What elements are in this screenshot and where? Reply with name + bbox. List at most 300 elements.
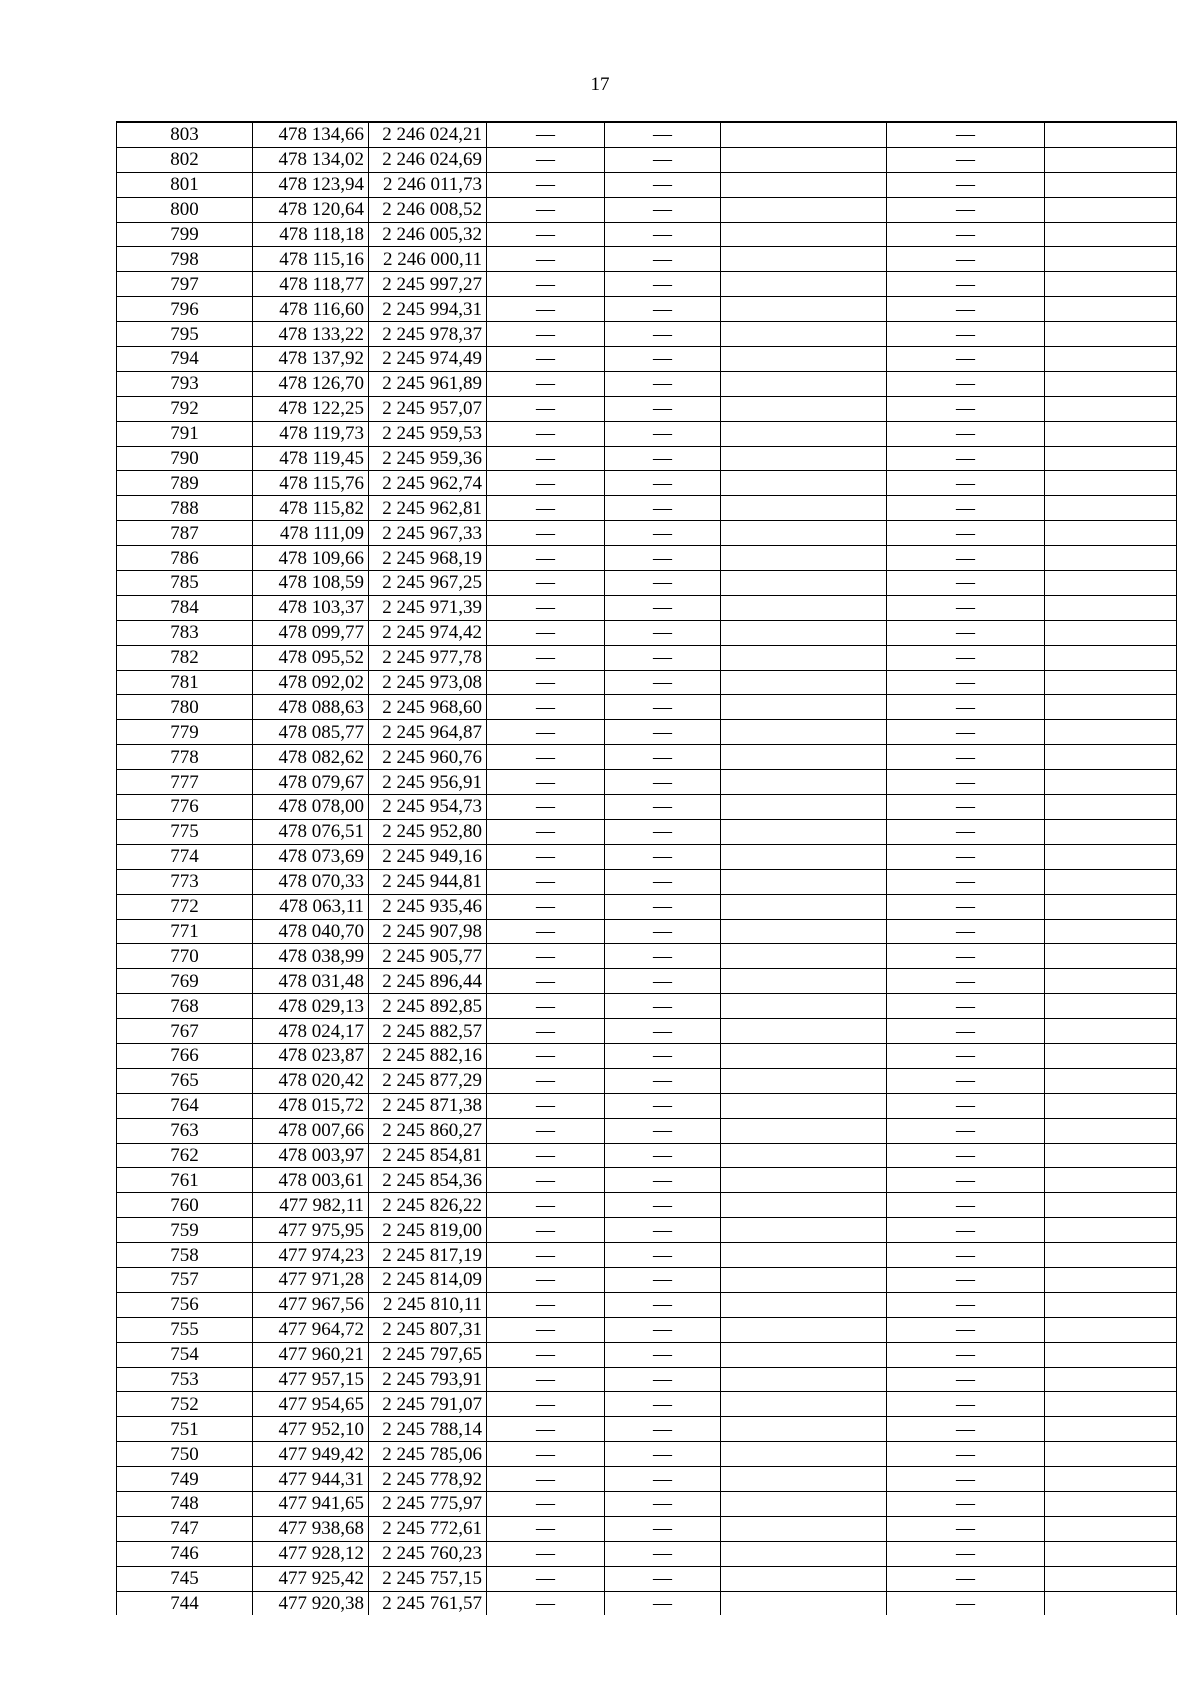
empty-cell (721, 795, 887, 820)
point-number-cell: 768 (117, 994, 253, 1019)
dash-cell: — (605, 1193, 721, 1218)
x-coordinate-cell: 478 088,63 (253, 695, 369, 720)
x-coordinate-cell: 478 103,37 (253, 595, 369, 620)
table-row (117, 1093, 1177, 1118)
dash-cell: — (887, 172, 1045, 197)
table-row (117, 1267, 1177, 1292)
dash-cell: — (887, 1143, 1045, 1168)
x-coordinate-cell: 478 118,18 (253, 222, 369, 247)
empty-cell (1045, 745, 1177, 770)
x-coordinate-cell: 478 118,77 (253, 272, 369, 297)
dash-cell: — (605, 371, 721, 396)
empty-cell (721, 1243, 887, 1268)
empty-cell (1045, 1118, 1177, 1143)
table-row (117, 1143, 1177, 1168)
empty-cell (1045, 1143, 1177, 1168)
empty-cell (1045, 1367, 1177, 1392)
table-row (117, 371, 1177, 396)
point-number-cell: 794 (117, 347, 253, 372)
point-number-cell: 773 (117, 869, 253, 894)
point-number-cell: 787 (117, 521, 253, 546)
dash-cell: — (605, 1516, 721, 1541)
empty-cell (721, 546, 887, 571)
dash-cell: — (887, 247, 1045, 272)
table-row (117, 844, 1177, 869)
point-number-cell: 778 (117, 745, 253, 770)
dash-cell: — (887, 297, 1045, 322)
table-row (117, 670, 1177, 695)
dash-cell: — (487, 770, 605, 795)
point-number-cell: 756 (117, 1292, 253, 1317)
x-coordinate-cell: 477 967,56 (253, 1292, 369, 1317)
point-number-cell: 772 (117, 894, 253, 919)
point-number-cell: 777 (117, 770, 253, 795)
x-coordinate-cell: 478 007,66 (253, 1118, 369, 1143)
dash-cell: — (605, 770, 721, 795)
point-number-cell: 757 (117, 1267, 253, 1292)
dash-cell: — (605, 944, 721, 969)
dash-cell: — (605, 670, 721, 695)
dash-cell: — (487, 1342, 605, 1367)
y-coordinate-cell: 2 245 954,73 (369, 795, 487, 820)
empty-cell (1045, 1168, 1177, 1193)
empty-cell (1045, 1043, 1177, 1068)
point-number-cell: 783 (117, 620, 253, 645)
point-number-cell: 801 (117, 172, 253, 197)
table-row (117, 122, 1177, 147)
dash-cell: — (887, 1442, 1045, 1467)
dash-cell: — (487, 1442, 605, 1467)
dash-cell: — (605, 595, 721, 620)
dash-cell: — (887, 446, 1045, 471)
empty-cell (721, 1442, 887, 1467)
dash-cell: — (887, 1392, 1045, 1417)
dash-cell: — (487, 1491, 605, 1516)
dash-cell: — (605, 994, 721, 1019)
dash-cell: — (887, 1118, 1045, 1143)
empty-cell (1045, 1093, 1177, 1118)
empty-cell (1045, 770, 1177, 795)
dash-cell: — (605, 496, 721, 521)
point-number-cell: 786 (117, 546, 253, 571)
y-coordinate-cell: 2 245 974,49 (369, 347, 487, 372)
x-coordinate-cell: 478 003,97 (253, 1143, 369, 1168)
table-row (117, 819, 1177, 844)
empty-cell (1045, 446, 1177, 471)
x-coordinate-cell: 477 925,42 (253, 1566, 369, 1591)
empty-cell (721, 1491, 887, 1516)
point-number-cell: 750 (117, 1442, 253, 1467)
x-coordinate-cell: 478 123,94 (253, 172, 369, 197)
dash-cell: — (487, 147, 605, 172)
x-coordinate-cell: 478 119,73 (253, 421, 369, 446)
x-coordinate-cell: 478 108,59 (253, 571, 369, 596)
dash-cell: — (605, 1093, 721, 1118)
empty-cell (1045, 969, 1177, 994)
x-coordinate-cell: 478 029,13 (253, 994, 369, 1019)
dash-cell: — (487, 1591, 605, 1615)
empty-cell (721, 1093, 887, 1118)
empty-cell (1045, 795, 1177, 820)
y-coordinate-cell: 2 246 008,52 (369, 197, 487, 222)
dash-cell: — (887, 919, 1045, 944)
y-coordinate-cell: 2 245 854,36 (369, 1168, 487, 1193)
dash-cell: — (605, 695, 721, 720)
dash-cell: — (487, 919, 605, 944)
dash-cell: — (887, 595, 1045, 620)
table-row (117, 770, 1177, 795)
dash-cell: — (887, 695, 1045, 720)
y-coordinate-cell: 2 245 791,07 (369, 1392, 487, 1417)
y-coordinate-cell: 2 245 907,98 (369, 919, 487, 944)
y-coordinate-cell: 2 245 882,16 (369, 1043, 487, 1068)
point-number-cell: 745 (117, 1566, 253, 1591)
dash-cell: — (487, 396, 605, 421)
table-row (117, 1043, 1177, 1068)
dash-cell: — (887, 1193, 1045, 1218)
page-number: 17 (590, 74, 610, 95)
empty-cell (721, 944, 887, 969)
empty-cell (721, 894, 887, 919)
dash-cell: — (887, 496, 1045, 521)
table-row (117, 1019, 1177, 1044)
table-row (117, 571, 1177, 596)
empty-cell (1045, 1541, 1177, 1566)
dash-cell: — (487, 546, 605, 571)
dash-cell: — (487, 620, 605, 645)
dash-cell: — (487, 720, 605, 745)
dash-cell: — (887, 745, 1045, 770)
point-number-cell: 770 (117, 944, 253, 969)
dash-cell: — (605, 322, 721, 347)
point-number-cell: 797 (117, 272, 253, 297)
dash-cell: — (605, 1267, 721, 1292)
table-row (117, 795, 1177, 820)
dash-cell: — (605, 869, 721, 894)
dash-cell: — (487, 421, 605, 446)
dash-cell: — (887, 546, 1045, 571)
y-coordinate-cell: 2 245 956,91 (369, 770, 487, 795)
dash-cell: — (487, 1292, 605, 1317)
dash-cell: — (605, 172, 721, 197)
x-coordinate-cell: 478 134,66 (253, 122, 369, 147)
y-coordinate-cell: 2 246 005,32 (369, 222, 487, 247)
dash-cell: — (487, 969, 605, 994)
dash-cell: — (605, 1019, 721, 1044)
y-coordinate-cell: 2 245 807,31 (369, 1317, 487, 1342)
x-coordinate-cell: 478 078,00 (253, 795, 369, 820)
point-number-cell: 762 (117, 1143, 253, 1168)
dash-cell: — (887, 1292, 1045, 1317)
dash-cell: — (487, 1043, 605, 1068)
empty-cell (721, 1417, 887, 1442)
dash-cell: — (487, 795, 605, 820)
dash-cell: — (487, 1143, 605, 1168)
empty-cell (1045, 994, 1177, 1019)
dash-cell: — (605, 297, 721, 322)
x-coordinate-cell: 478 076,51 (253, 819, 369, 844)
x-coordinate-cell: 478 122,25 (253, 396, 369, 421)
y-coordinate-cell: 2 245 778,92 (369, 1467, 487, 1492)
x-coordinate-cell: 478 020,42 (253, 1068, 369, 1093)
table-row (117, 1541, 1177, 1566)
table-row (117, 645, 1177, 670)
table-row (117, 396, 1177, 421)
empty-cell (1045, 1467, 1177, 1492)
x-coordinate-cell: 478 109,66 (253, 546, 369, 571)
point-number-cell: 751 (117, 1417, 253, 1442)
empty-cell (721, 1267, 887, 1292)
table-row (117, 1218, 1177, 1243)
empty-cell (1045, 1491, 1177, 1516)
dash-cell: — (887, 670, 1045, 695)
dash-cell: — (605, 1442, 721, 1467)
x-coordinate-cell: 478 023,87 (253, 1043, 369, 1068)
x-coordinate-cell: 478 119,45 (253, 446, 369, 471)
table-row (117, 720, 1177, 745)
dash-cell: — (887, 720, 1045, 745)
dash-cell: — (887, 1317, 1045, 1342)
empty-cell (721, 496, 887, 521)
dash-cell: — (887, 944, 1045, 969)
empty-cell (721, 172, 887, 197)
point-number-cell: 749 (117, 1467, 253, 1492)
dash-cell: — (487, 371, 605, 396)
empty-cell (1045, 894, 1177, 919)
empty-cell (721, 695, 887, 720)
x-coordinate-cell: 478 134,02 (253, 147, 369, 172)
dash-cell: — (887, 994, 1045, 1019)
x-coordinate-cell: 478 079,67 (253, 770, 369, 795)
dash-cell: — (887, 421, 1045, 446)
x-coordinate-cell: 477 944,31 (253, 1467, 369, 1492)
empty-cell (1045, 869, 1177, 894)
dash-cell: — (605, 969, 721, 994)
empty-cell (1045, 645, 1177, 670)
dash-cell: — (605, 247, 721, 272)
empty-cell (721, 247, 887, 272)
dash-cell: — (605, 1068, 721, 1093)
dash-cell: — (487, 1417, 605, 1442)
point-number-cell: 800 (117, 197, 253, 222)
point-number-cell: 744 (117, 1591, 253, 1615)
x-coordinate-cell: 478 116,60 (253, 297, 369, 322)
point-number-cell: 785 (117, 571, 253, 596)
x-coordinate-cell: 478 073,69 (253, 844, 369, 869)
dash-cell: — (487, 1267, 605, 1292)
table-row (117, 695, 1177, 720)
dash-cell: — (487, 1193, 605, 1218)
empty-cell (1045, 1019, 1177, 1044)
dash-cell: — (487, 670, 605, 695)
dash-cell: — (605, 272, 721, 297)
x-coordinate-cell: 478 040,70 (253, 919, 369, 944)
dash-cell: — (887, 819, 1045, 844)
table-row (117, 546, 1177, 571)
empty-cell (1045, 1243, 1177, 1268)
dash-cell: — (487, 122, 605, 147)
x-coordinate-cell: 477 949,42 (253, 1442, 369, 1467)
table-row (117, 1193, 1177, 1218)
dash-cell: — (887, 1417, 1045, 1442)
table-row (117, 172, 1177, 197)
empty-cell (1045, 247, 1177, 272)
empty-cell (1045, 172, 1177, 197)
empty-cell (721, 147, 887, 172)
empty-cell (1045, 122, 1177, 147)
empty-cell (721, 1118, 887, 1143)
dash-cell: — (605, 1218, 721, 1243)
y-coordinate-cell: 2 245 854,81 (369, 1143, 487, 1168)
empty-cell (1045, 819, 1177, 844)
empty-cell (1045, 1417, 1177, 1442)
y-coordinate-cell: 2 246 000,11 (369, 247, 487, 272)
y-coordinate-cell: 2 246 024,21 (369, 122, 487, 147)
y-coordinate-cell: 2 246 024,69 (369, 147, 487, 172)
table-row (117, 1317, 1177, 1342)
dash-cell: — (887, 1566, 1045, 1591)
dash-cell: — (887, 347, 1045, 372)
empty-cell (1045, 521, 1177, 546)
y-coordinate-cell: 2 245 935,46 (369, 894, 487, 919)
dash-cell: — (605, 521, 721, 546)
y-coordinate-cell: 2 245 962,74 (369, 471, 487, 496)
table-row (117, 745, 1177, 770)
dash-cell: — (605, 1541, 721, 1566)
point-number-cell: 763 (117, 1118, 253, 1143)
x-coordinate-cell: 477 964,72 (253, 1317, 369, 1342)
dash-cell: — (487, 1218, 605, 1243)
dash-cell: — (487, 1243, 605, 1268)
empty-cell (1045, 595, 1177, 620)
point-number-cell: 779 (117, 720, 253, 745)
y-coordinate-cell: 2 245 994,31 (369, 297, 487, 322)
point-number-cell: 774 (117, 844, 253, 869)
empty-cell (1045, 720, 1177, 745)
empty-cell (721, 844, 887, 869)
dash-cell: — (487, 521, 605, 546)
x-coordinate-cell: 477 928,12 (253, 1541, 369, 1566)
dash-cell: — (887, 1342, 1045, 1367)
dash-cell: — (887, 869, 1045, 894)
y-coordinate-cell: 2 245 814,09 (369, 1267, 487, 1292)
point-number-cell: 759 (117, 1218, 253, 1243)
y-coordinate-cell: 2 245 967,25 (369, 571, 487, 596)
empty-cell (721, 521, 887, 546)
table-row (117, 222, 1177, 247)
dash-cell: — (605, 1566, 721, 1591)
dash-cell: — (887, 571, 1045, 596)
empty-cell (1045, 1591, 1177, 1615)
empty-cell (721, 994, 887, 1019)
empty-cell (1045, 1292, 1177, 1317)
y-coordinate-cell: 2 245 977,78 (369, 645, 487, 670)
empty-cell (721, 396, 887, 421)
x-coordinate-cell: 478 115,16 (253, 247, 369, 272)
point-number-cell: 780 (117, 695, 253, 720)
point-number-cell: 747 (117, 1516, 253, 1541)
dash-cell: — (487, 197, 605, 222)
empty-cell (721, 371, 887, 396)
x-coordinate-cell: 477 952,10 (253, 1417, 369, 1442)
dash-cell: — (887, 1367, 1045, 1392)
empty-cell (721, 1043, 887, 1068)
empty-cell (1045, 272, 1177, 297)
dash-cell: — (887, 1168, 1045, 1193)
dash-cell: — (605, 620, 721, 645)
x-coordinate-cell: 478 115,82 (253, 496, 369, 521)
y-coordinate-cell: 2 245 892,85 (369, 994, 487, 1019)
x-coordinate-cell: 478 120,64 (253, 197, 369, 222)
empty-cell (1045, 371, 1177, 396)
y-coordinate-cell: 2 245 974,42 (369, 620, 487, 645)
y-coordinate-cell: 2 245 826,22 (369, 1193, 487, 1218)
dash-cell: — (487, 1317, 605, 1342)
dash-cell: — (887, 322, 1045, 347)
table-row (117, 1566, 1177, 1591)
table-row (117, 1367, 1177, 1392)
empty-cell (1045, 197, 1177, 222)
point-number-cell: 803 (117, 122, 253, 147)
dash-cell: — (887, 371, 1045, 396)
x-coordinate-cell: 478 085,77 (253, 720, 369, 745)
table-row (117, 620, 1177, 645)
table-row (117, 595, 1177, 620)
y-coordinate-cell: 2 245 871,38 (369, 1093, 487, 1118)
dash-cell: — (487, 745, 605, 770)
dash-cell: — (605, 645, 721, 670)
empty-cell (1045, 396, 1177, 421)
x-coordinate-cell: 478 031,48 (253, 969, 369, 994)
coordinates-table (116, 121, 1177, 1615)
dash-cell: — (487, 1392, 605, 1417)
y-coordinate-cell: 2 245 944,81 (369, 869, 487, 894)
empty-cell (721, 645, 887, 670)
x-coordinate-cell: 478 137,92 (253, 347, 369, 372)
empty-cell (721, 919, 887, 944)
x-coordinate-cell: 478 095,52 (253, 645, 369, 670)
dash-cell: — (887, 197, 1045, 222)
dash-cell: — (605, 446, 721, 471)
empty-cell (721, 1516, 887, 1541)
dash-cell: — (487, 571, 605, 596)
empty-cell (721, 670, 887, 695)
dash-cell: — (605, 1392, 721, 1417)
point-number-cell: 754 (117, 1342, 253, 1367)
x-coordinate-cell: 477 941,65 (253, 1491, 369, 1516)
dash-cell: — (887, 1541, 1045, 1566)
dash-cell: — (605, 720, 721, 745)
dash-cell: — (605, 1367, 721, 1392)
empty-cell (1045, 546, 1177, 571)
x-coordinate-cell: 478 063,11 (253, 894, 369, 919)
y-coordinate-cell: 2 245 882,57 (369, 1019, 487, 1044)
empty-cell (721, 1168, 887, 1193)
point-number-cell: 766 (117, 1043, 253, 1068)
dash-cell: — (605, 1417, 721, 1442)
dash-cell: — (887, 521, 1045, 546)
point-number-cell: 764 (117, 1093, 253, 1118)
x-coordinate-cell: 477 971,28 (253, 1267, 369, 1292)
dash-cell: — (487, 471, 605, 496)
y-coordinate-cell: 2 245 959,36 (369, 446, 487, 471)
point-number-cell: 802 (117, 147, 253, 172)
point-number-cell: 765 (117, 1068, 253, 1093)
empty-cell (721, 869, 887, 894)
x-coordinate-cell: 477 975,95 (253, 1218, 369, 1243)
empty-cell (721, 347, 887, 372)
x-coordinate-cell: 478 133,22 (253, 322, 369, 347)
